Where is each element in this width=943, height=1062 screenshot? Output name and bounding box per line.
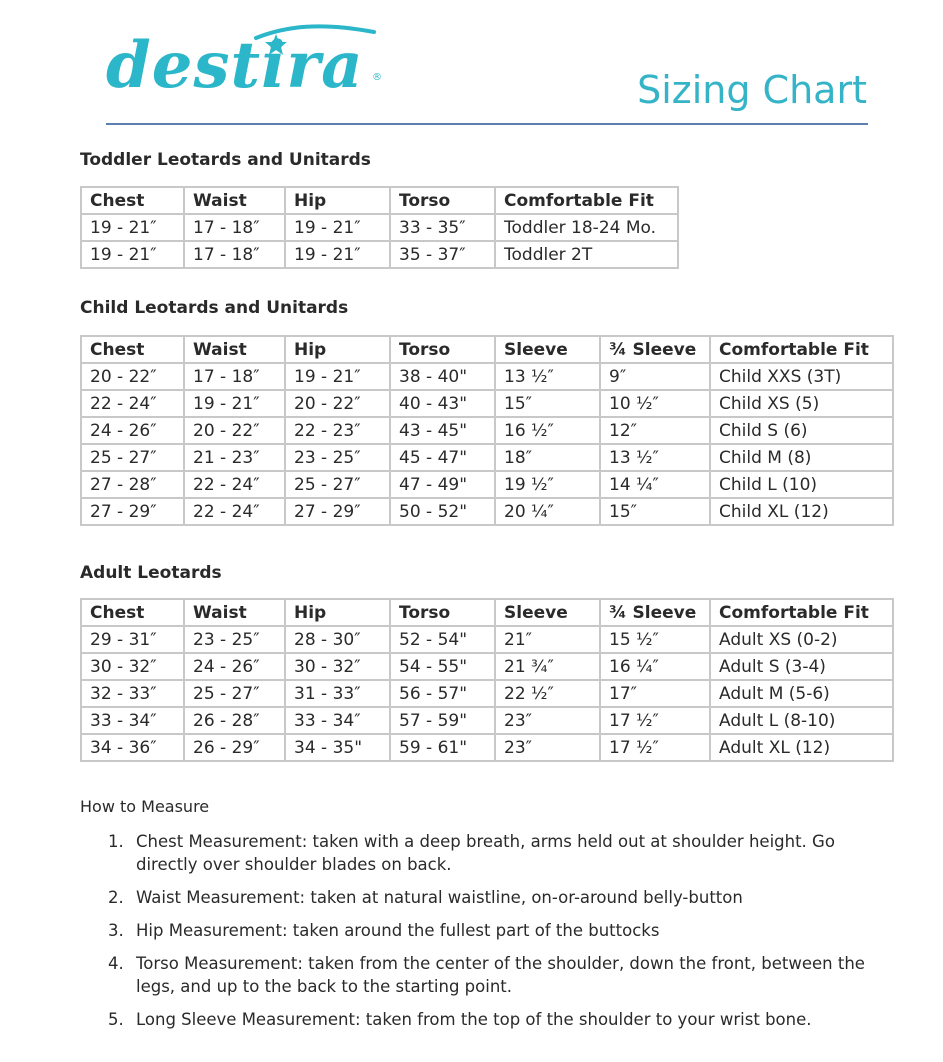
table-cell: 18″ [495, 444, 600, 471]
table-cell: 25 - 27″ [184, 680, 285, 707]
table-row [81, 734, 893, 761]
toddler-section-title: Toddler Leotards and Unitards [80, 150, 371, 170]
table-cell: 54 - 55" [390, 653, 495, 680]
table-cell: 21 - 23″ [184, 444, 285, 471]
table-cell: 22 - 24″ [184, 471, 285, 498]
column-header: Hip [285, 599, 390, 626]
list-item-number: 1. [108, 832, 124, 851]
table-row [81, 471, 893, 498]
table-cell: 59 - 61" [390, 734, 495, 761]
table-cell: 17″ [600, 680, 710, 707]
list-item [80, 886, 880, 909]
table-cell: 20 ¼″ [495, 498, 600, 525]
list-item-number: 3. [108, 921, 124, 940]
table-cell: 27 - 28″ [81, 471, 184, 498]
list-item-number: 2. [108, 888, 124, 907]
table-cell: 21″ [495, 626, 600, 653]
table-cell: 16 ¼″ [600, 653, 710, 680]
table-cell: 25 - 27″ [81, 444, 184, 471]
measure-instructions-list [80, 830, 880, 1041]
table-cell: 13 ½″ [495, 363, 600, 390]
table-cell: 31 - 33″ [285, 680, 390, 707]
table-cell: Adult M (5-6) [710, 680, 893, 707]
column-header: Torso [390, 599, 495, 626]
table-cell: 27 - 29″ [285, 498, 390, 525]
table-cell: Adult S (3-4) [710, 653, 893, 680]
table-cell: 29 - 31″ [81, 626, 184, 653]
table-cell: 9″ [600, 363, 710, 390]
column-header: Sleeve [495, 336, 600, 363]
table-row [81, 390, 893, 417]
column-header: Torso [390, 336, 495, 363]
table-cell: 21 ¾″ [495, 653, 600, 680]
table-cell: 22 ½″ [495, 680, 600, 707]
table-cell: 10 ½″ [600, 390, 710, 417]
column-header: Hip [285, 336, 390, 363]
column-header: Comfortable Fit [710, 599, 893, 626]
table-cell: 19 ½″ [495, 471, 600, 498]
column-header: Waist [184, 336, 285, 363]
table-cell: 15″ [600, 498, 710, 525]
table-cell: 19 - 21″ [285, 363, 390, 390]
table-cell: 30 - 32″ [81, 653, 184, 680]
table-cell: 17 ½″ [600, 707, 710, 734]
table-row [81, 241, 678, 268]
how-to-measure-heading: How to Measure [80, 797, 210, 816]
table-cell: 40 - 43" [390, 390, 495, 417]
registered-mark: ® [372, 72, 382, 83]
table-cell: 47 - 49" [390, 471, 495, 498]
adult-section-title: Adult Leotards [80, 563, 222, 583]
table-cell: 17 ½″ [600, 734, 710, 761]
child-section-title: Child Leotards and Unitards [80, 298, 349, 318]
list-item [80, 1008, 880, 1031]
list-item-number: 4. [108, 954, 124, 973]
table-cell: 17 - 18″ [184, 363, 285, 390]
column-header: Waist [184, 599, 285, 626]
table-cell: Adult L (8-10) [710, 707, 893, 734]
table-cell: 50 - 52" [390, 498, 495, 525]
list-item [80, 952, 880, 998]
table-cell: 25 - 27″ [285, 471, 390, 498]
table-cell: 30 - 32″ [285, 653, 390, 680]
table-cell: Adult XL (12) [710, 734, 893, 761]
table-cell: 20 - 22″ [285, 390, 390, 417]
table-cell: 22 - 24″ [184, 498, 285, 525]
table-header-row [81, 599, 893, 626]
table-cell: Child XXS (3T) [710, 363, 893, 390]
table-header-row [81, 187, 678, 214]
table-cell: 22 - 23″ [285, 417, 390, 444]
column-header: Comfortable Fit [495, 187, 678, 214]
column-header: Hip [285, 187, 390, 214]
table-row [81, 363, 893, 390]
table-row [81, 626, 893, 653]
table-header-row [81, 336, 893, 363]
table-cell: 57 - 59" [390, 707, 495, 734]
table-cell: 43 - 45" [390, 417, 495, 444]
table-cell: Adult XS (0-2) [710, 626, 893, 653]
brand-logo [106, 20, 386, 103]
table-cell: 23″ [495, 734, 600, 761]
table-cell: 23″ [495, 707, 600, 734]
table-cell: Child XL (12) [710, 498, 893, 525]
table-cell: Child M (8) [710, 444, 893, 471]
table-cell: Child XS (5) [710, 390, 893, 417]
list-item-number: 5. [108, 1010, 124, 1029]
column-header: ¾ Sleeve [600, 599, 710, 626]
list-item-text: Long Sleeve Measurement: taken from the top of the shoulder to your wrist bone. [136, 1010, 812, 1029]
table-cell: 19 - 21″ [81, 241, 184, 268]
table-cell: 27 - 29″ [81, 498, 184, 525]
table-cell: 26 - 29″ [184, 734, 285, 761]
list-item-text: Hip Measurement: taken around the fullest part of the buttocks [136, 921, 660, 940]
table-cell: 19 - 21″ [81, 214, 184, 241]
table-cell: 24 - 26″ [184, 653, 285, 680]
table-cell: Child S (6) [710, 417, 893, 444]
column-header: Chest [81, 187, 184, 214]
column-header: Chest [81, 336, 184, 363]
table-cell: 24 - 26″ [81, 417, 184, 444]
table-cell: 35 - 37″ [390, 241, 495, 268]
table-cell: 20 - 22″ [81, 363, 184, 390]
table-row [81, 444, 893, 471]
table-row [81, 680, 893, 707]
table-cell: 19 - 21″ [285, 214, 390, 241]
list-item-text: Waist Measurement: taken at natural waistline, on-or-around belly-button [136, 888, 743, 907]
table-cell: 15″ [495, 390, 600, 417]
table-cell: 28 - 30″ [285, 626, 390, 653]
column-header: ¾ Sleeve [600, 336, 710, 363]
table-cell: 34 - 36″ [81, 734, 184, 761]
column-header: Torso [390, 187, 495, 214]
column-header: Sleeve [495, 599, 600, 626]
table-cell: 33 - 34″ [285, 707, 390, 734]
table-cell: 34 - 35" [285, 734, 390, 761]
table-cell: 38 - 40" [390, 363, 495, 390]
column-header: Chest [81, 599, 184, 626]
brand-wordmark: destira [106, 28, 364, 103]
table-cell: 12″ [600, 417, 710, 444]
table-cell: 17 - 18″ [184, 214, 285, 241]
list-item-text: Chest Measurement: taken with a deep breath, arms held out at shoulder height. Go directly over shoulder blades on back. [136, 832, 835, 874]
table-cell: 56 - 57" [390, 680, 495, 707]
table-cell: 45 - 47" [390, 444, 495, 471]
table-row [81, 417, 893, 444]
list-item-text: Torso Measurement: taken from the center of the shoulder, down the front, between the legs, and up to the back to the starting point. [136, 954, 865, 996]
table-row [81, 498, 893, 525]
toddler-size-table [80, 186, 679, 269]
page-title: Sizing Chart [637, 68, 867, 112]
table-cell: 19 - 21″ [285, 241, 390, 268]
title-divider [106, 123, 868, 125]
table-cell: 19 - 21″ [184, 390, 285, 417]
child-size-table [80, 335, 894, 526]
table-cell: Toddler 2T [495, 241, 678, 268]
table-cell: 14 ¼″ [600, 471, 710, 498]
table-cell: Child L (10) [710, 471, 893, 498]
table-cell: 26 - 28″ [184, 707, 285, 734]
table-cell: 33 - 34″ [81, 707, 184, 734]
table-cell: 23 - 25″ [285, 444, 390, 471]
table-cell: Toddler 18-24 Mo. [495, 214, 678, 241]
table-cell: 13 ½″ [600, 444, 710, 471]
table-cell: 20 - 22″ [184, 417, 285, 444]
table-cell: 32 - 33″ [81, 680, 184, 707]
list-item [80, 830, 880, 876]
table-cell: 23 - 25″ [184, 626, 285, 653]
table-row [81, 653, 893, 680]
table-cell: 22 - 24″ [81, 390, 184, 417]
column-header: Comfortable Fit [710, 336, 893, 363]
table-cell: 17 - 18″ [184, 241, 285, 268]
table-row [81, 214, 678, 241]
column-header: Waist [184, 187, 285, 214]
table-cell: 33 - 35″ [390, 214, 495, 241]
table-cell: 15 ½″ [600, 626, 710, 653]
table-cell: 52 - 54" [390, 626, 495, 653]
list-item [80, 919, 880, 942]
table-row [81, 707, 893, 734]
adult-size-table [80, 598, 894, 762]
table-cell: 16 ½″ [495, 417, 600, 444]
